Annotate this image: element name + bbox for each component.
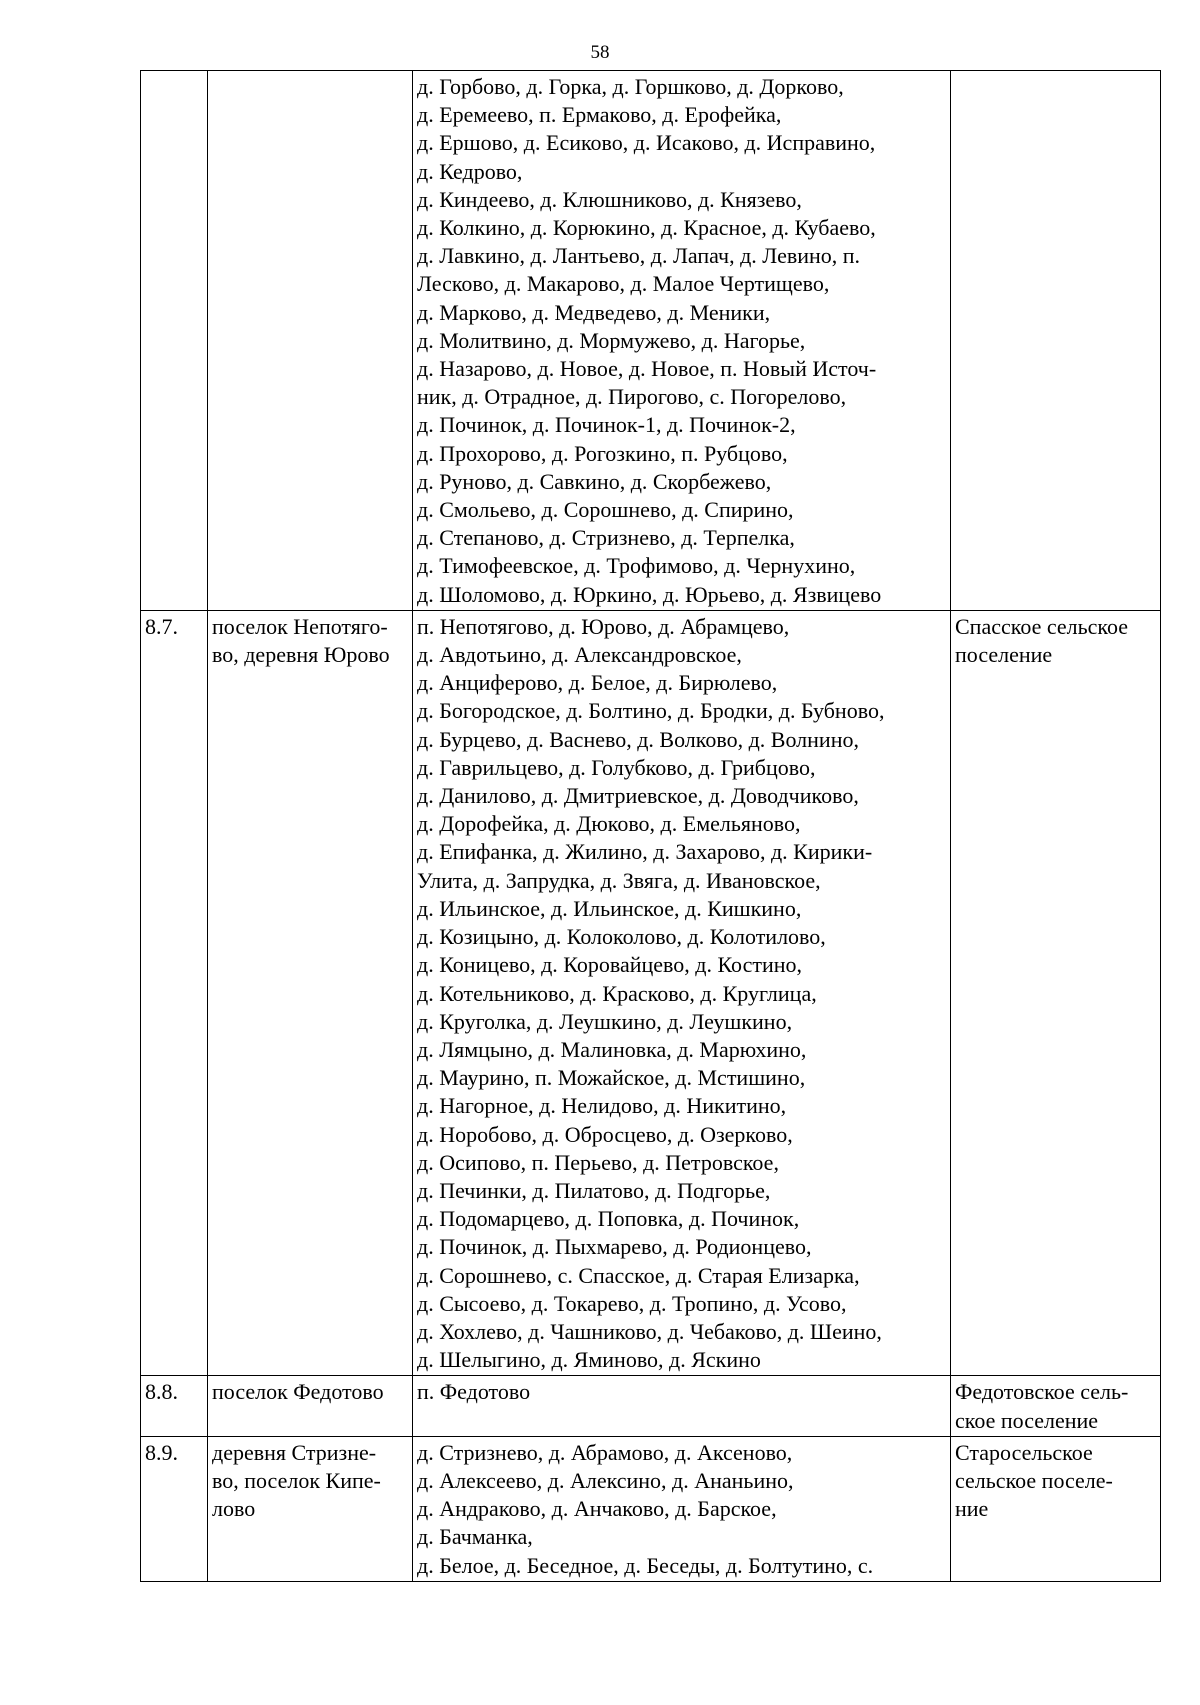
text-line: д. Ильинское, д. Ильинское, д. Кишкино, xyxy=(417,895,802,921)
text-line: д. Печинки, д. Пилатово, д. Подгорье, xyxy=(417,1177,771,1203)
text-line: поселок Федотово xyxy=(212,1379,384,1405)
text-line: д. Сысоево, д. Токарево, д. Тропино, д. Усово, xyxy=(417,1290,847,1316)
text-line: д. Руново, д. Савкино, д. Скорбежево, xyxy=(417,468,772,494)
table-row xyxy=(141,1376,1161,1436)
text-line: д. Горбово, д. Горка, д. Горшково, д. Дорково, xyxy=(417,74,844,99)
text-line: д. Тимофеевское, д. Трофимово, д. Чернухино, xyxy=(417,553,856,579)
text-line: д. Авдотьино, д. Александровское, xyxy=(417,642,742,668)
text-line: д. Бачманка, xyxy=(417,1524,533,1550)
text-line: д. Нагорное, д. Нелидово, д. Никитино, xyxy=(417,1093,787,1119)
text-line: Старосельское xyxy=(955,1439,1093,1465)
row-number-cell: 8.7. xyxy=(141,610,208,1375)
text-line: д. Марково, д. Медведево, д. Меники, xyxy=(417,299,771,325)
text-line: во, деревня Юрово xyxy=(212,642,390,668)
text-line: д. Козицыно, д. Колоколово, д. Колотилово, xyxy=(417,924,826,950)
text-line: д. Дорофейка, д. Дюково, д. Емельяново, xyxy=(417,811,801,837)
text-line: д. Молитвино, д. Мормужево, д. Нагорье, xyxy=(417,327,806,353)
text-line: Улита, д. Запрудка, д. Звяга, д. Ивановское, xyxy=(417,867,821,893)
row-number-cell: 8.9. xyxy=(141,1436,208,1581)
settlements-list-cell xyxy=(413,610,951,1375)
text-line: д. Лавкино, д. Лантьево, д. Лапач, д. Левино, п. xyxy=(417,243,861,269)
text-line: д. Назарово, д. Новое, д. Новое, п. Новый Источ- xyxy=(417,356,877,382)
table-row xyxy=(141,610,1161,1375)
text-line: д. Смольево, д. Сорошнево, д. Спирино, xyxy=(417,497,794,523)
text-line: д. Стризнево, д. Абрамово, д. Аксеново, xyxy=(417,1439,793,1465)
text-line: д. Кедрово, xyxy=(417,158,523,184)
municipality-cell xyxy=(951,610,1161,1375)
administrative-center-cell xyxy=(208,1376,413,1436)
text-line: п. Федотово xyxy=(417,1379,531,1405)
municipality-cell xyxy=(951,71,1161,611)
text-line: д. Маурино, п. Можайское, д. Мстишино, xyxy=(417,1065,806,1091)
text-line: д. Белое, д. Беседное, д. Беседы, д. Болтутино, с. xyxy=(417,1552,874,1578)
text-line: ние xyxy=(955,1496,989,1522)
row-number-cell xyxy=(141,71,208,611)
text-line: д. Осипово, п. Перьево, д. Петровское, xyxy=(417,1149,779,1175)
text-line: д. Богородское, д. Болтино, д. Бродки, д. Бубново, xyxy=(417,698,885,724)
text-line: д. Колкино, д. Корюкино, д. Красное, д. Кубаево, xyxy=(417,215,876,241)
text-line: д. Гаврильцево, д. Голубково, д. Грибцово, xyxy=(417,754,816,780)
text-line: д. Алексеево, д. Алексино, д. Ананьино, xyxy=(417,1467,794,1493)
page-number: 58 xyxy=(590,42,610,63)
administrative-center-cell xyxy=(208,1436,413,1581)
text-line: во, поселок Кипе- xyxy=(212,1467,381,1493)
text-line: д. Анциферово, д. Белое, д. Бирюлево, xyxy=(417,670,778,696)
text-line: д. Епифанка, д. Жилино, д. Захарово, д. Кирики- xyxy=(417,839,873,865)
text-line: д. Ершово, д. Есиково, д. Исаково, д. Исправино, xyxy=(417,130,876,156)
text-line: д. Шелыгино, д. Яминово, д. Яскино xyxy=(417,1347,761,1373)
table-row xyxy=(141,1436,1161,1581)
text-line: д. Норобово, д. Обросцево, д. Озерково, xyxy=(417,1121,793,1147)
text-line: деревня Стризне- xyxy=(212,1439,377,1465)
text-line: д. Починок, д. Пыхмарево, д. Родионцево, xyxy=(417,1234,812,1260)
text-line: д. Данилово, д. Дмитриевское, д. Доводчиково, xyxy=(417,783,859,809)
text-line: поселок Непотяго- xyxy=(212,613,388,639)
table-body xyxy=(141,71,1161,1582)
text-line: поселение xyxy=(955,642,1053,668)
text-line: д. Починок, д. Починок-1, д. Починок-2, xyxy=(417,412,796,438)
text-line: ник, д. Отрадное, д. Пирогово, с. Погорелово, xyxy=(417,384,847,410)
settlements-table xyxy=(140,70,1161,1582)
text-line: лово xyxy=(212,1496,256,1522)
text-line: д. Хохлево, д. Чашниково, д. Чебаково, д. Шеино, xyxy=(417,1318,882,1344)
text-line: Спасское сельское xyxy=(955,613,1129,639)
text-line: д. Шоломово, д. Юркино, д. Юрьево, д. Язвицево xyxy=(417,581,882,607)
table-row xyxy=(141,71,1161,611)
text-line: д. Круголка, д. Леушкино, д. Леушкино, xyxy=(417,1008,793,1034)
text-line: д. Лямцыно, д. Малиновка, д. Марюхино, xyxy=(417,1036,807,1062)
text-line: д. Степаново, д. Стризнево, д. Терпелка, xyxy=(417,525,795,551)
text-line: п. Непотягово, д. Юрово, д. Абрамцево, xyxy=(417,613,790,639)
text-line: д. Сорошнево, с. Спасское, д. Старая Елизарка, xyxy=(417,1262,860,1288)
text-line: д. Котельниково, д. Красково, д. Круглица, xyxy=(417,980,817,1006)
settlements-list-cell xyxy=(413,1376,951,1436)
text-line: д. Еремеево, п. Ермаково, д. Ерофейка, xyxy=(417,102,782,128)
text-line: сельское поселе- xyxy=(955,1467,1113,1493)
municipality-cell xyxy=(951,1436,1161,1581)
text-line: ское поселение xyxy=(955,1407,1099,1433)
administrative-center-cell xyxy=(208,610,413,1375)
text-line: Лесково, д. Макарово, д. Малое Чертищево, xyxy=(417,271,830,297)
text-line: Федотовское сель- xyxy=(955,1379,1129,1405)
text-line: д. Подомарцево, д. Поповка, д. Починок, xyxy=(417,1206,800,1232)
municipality-cell xyxy=(951,1376,1161,1436)
administrative-center-cell xyxy=(208,71,413,611)
settlements-list-cell xyxy=(413,1436,951,1581)
text-line: д. Коницево, д. Коровайцево, д. Костино, xyxy=(417,952,803,978)
text-line: д. Бурцево, д. Васнево, д. Волково, д. Волнино, xyxy=(417,726,859,752)
text-line: д. Киндеево, д. Клюшниково, д. Князево, xyxy=(417,186,802,212)
text-line: д. Андраково, д. Анчаково, д. Барское, xyxy=(417,1496,777,1522)
row-number-cell: 8.8. xyxy=(141,1376,208,1436)
text-line: д. Прохорово, д. Рогозкино, п. Рубцово, xyxy=(417,440,788,466)
settlements-list-cell xyxy=(413,71,951,611)
